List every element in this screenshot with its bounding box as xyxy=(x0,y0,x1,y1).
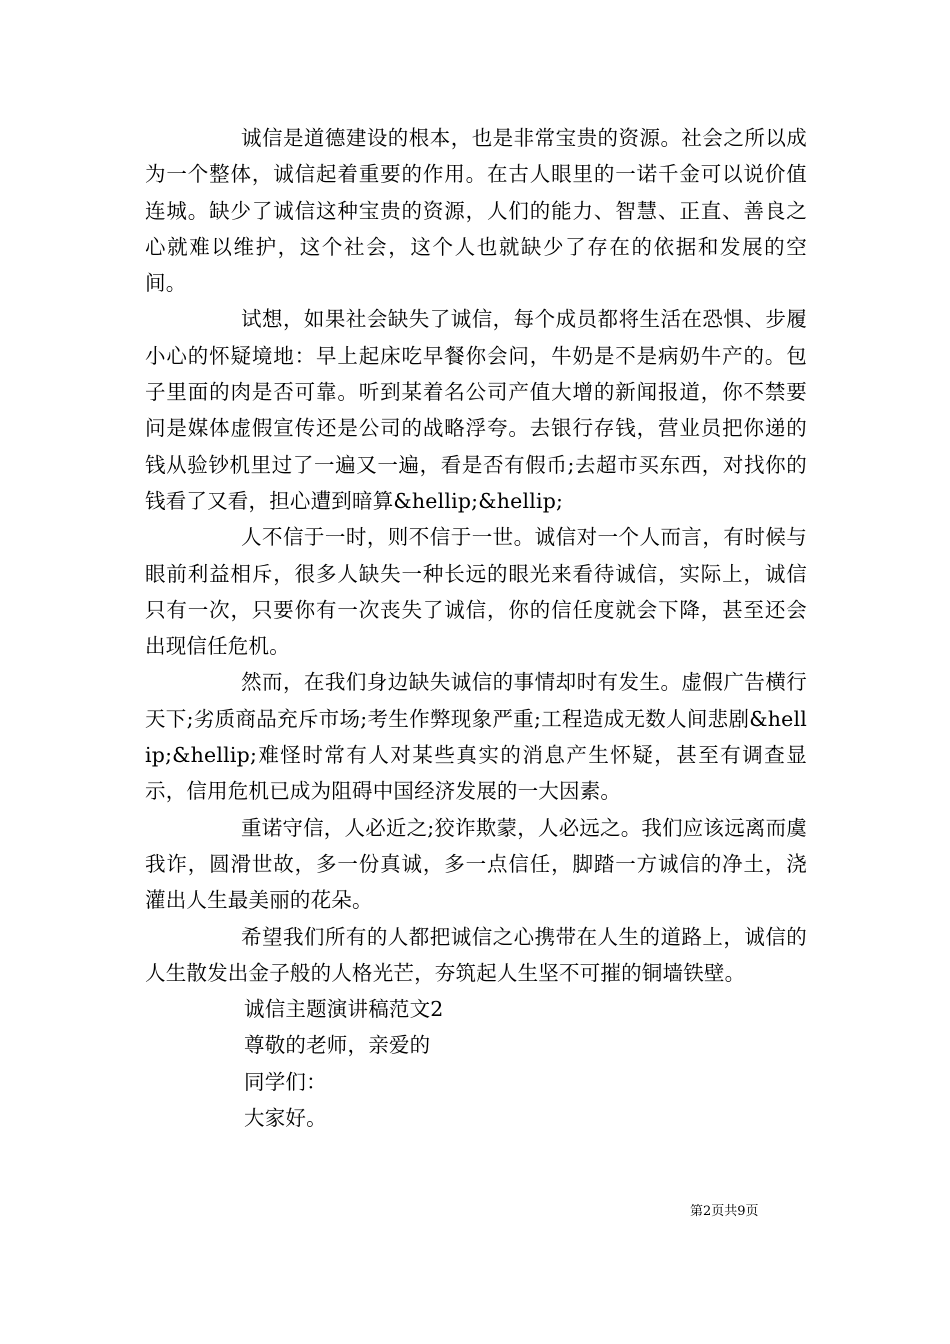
paragraph-society-without-trust: 试想，如果社会缺失了诚信，每个成员都将生活在恐惧、步履小心的怀疑境地：早上起床吃早餐你会问，牛奶是不是病奶牛产的。包子里面的肉是否可靠。听到某着名公司产值大增的新闻报道，你不禁要问是媒体虚假宣传还是公司的战略浮夸。去银行存钱，营业员把你递的钱从验钞机里过了一遍又一遍，看是否有假币;去超市买东西，对找你的钱看了又看，担心遭到暗算&hellip;&hellip; xyxy=(145,307,807,513)
salutation-line-1: 尊敬的老师，亲爱的 xyxy=(244,1033,431,1058)
salutation-line-2: 同学们： xyxy=(244,1069,327,1094)
paragraph-trust-once: 人不信于一时，则不信于一世。诚信对一个人而言，有时候与眼前利益相斥，很多人缺失一种长远的眼光来看待诚信，实际上，诚信只有一次，只要你有一次丧失了诚信，你的信任度就会下降，甚至还会出现信任危机。 xyxy=(145,525,807,659)
document-body xyxy=(145,120,807,1136)
speech-heading: 诚信主题演讲稿范文2 xyxy=(244,997,444,1022)
paragraph-keep-promises: 重诺守信，人必近之;狡诈欺蒙，人必远之。我们应该远离而虞我诈，圆滑世故，多一份真诚，多一点信任，脚踏一方诚信的净土，浇灌出人生最美丽的花朵。 xyxy=(145,815,808,913)
page-number-footer: 第2页共9页 xyxy=(690,1204,759,1219)
greeting-line: 大家好。 xyxy=(244,1106,327,1131)
paragraph-hope: 希望我们所有的人都把诚信之心携带在人生的道路上，诚信的人生散发出金子般的人格光芒，夯筑起人生坚不可摧的铜墙铁壁。 xyxy=(145,924,807,985)
paragraph-integrity-foundation: 诚信是道德建设的根本，也是非常宝贵的资源。社会之所以成为一个整体，诚信起着重要的作用。在古人眼里的一诺千金可以说价值连城。缺少了诚信这种宝贵的资源，人们的能力、智慧、正直、善良之心就难以维护，这个社会，这个人也就缺少了存在的依据和发展的空间。 xyxy=(145,126,807,296)
paragraph-lack-of-integrity: 然而，在我们身边缺失诚信的事情却时有发生。虚假广告横行天下;劣质商品充斥市场;考生作弊现象严重;工程造成无数人间悲剧&hellip;&hellip;难怪时常有人对某些真实的消息产生怀疑，甚至有调查显示，信用危机已成为阻碍中国经济发展的一大因素。 xyxy=(145,670,807,804)
